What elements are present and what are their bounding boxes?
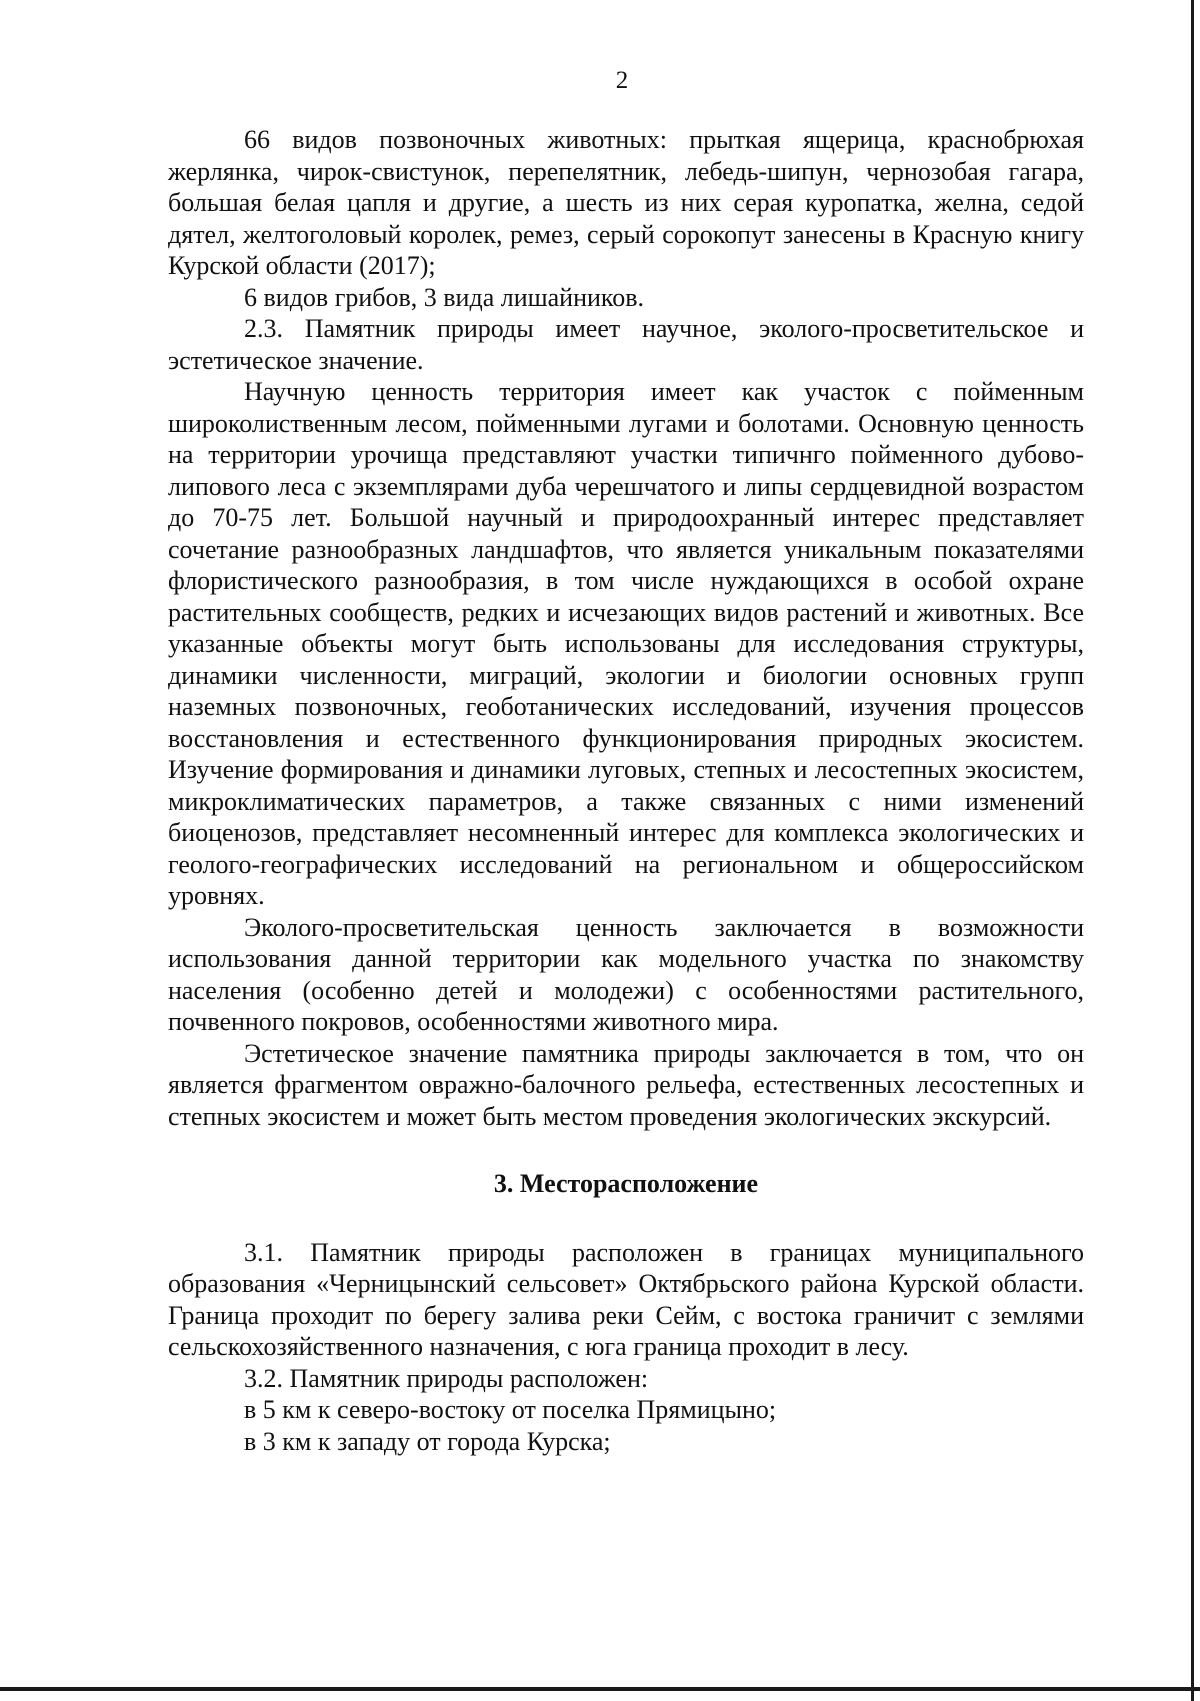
paragraph-educational-value: Эколого-просветительская ценность заключается в возможности использования данной территории как модельного участка по знакомству населения (особенно детей и молодежи) с особенностями растительного, почвенного покровов, особенностями животного мира. [168,912,1084,1036]
paragraph-fungi: 6 видов грибов, 3 вида лишайников. [244,282,645,312]
scan-edge-bottom [0,1687,1200,1691]
scan-edge-right [1191,0,1194,1701]
location-item-kursk: в 3 км к западу от города Курска; [244,1426,611,1456]
paragraph-aesthetic-value: Эстетическое значение памятника природы заключается в том, что он является фрагментом овражно-балочного рельефа, естественных лесостепных и степных экосистем и может быть местом проведения экологических экскурсий. [168,1038,1084,1131]
section-heading-location: 3. Месторасположение [493,1169,759,1198]
body-text [168,124,1084,1457]
paragraph-3-2: 3.2. Памятник природы расположен: [244,1363,649,1393]
location-item-pryamitsyno: в 5 км к северо-востоку от поселка Прямицыно; [244,1395,777,1424]
paragraph-3-1: 3.1. Памятник природы расположен в границах муниципального образования «Черницынский сельсовет» Октябрьского района Курской области. Граница проходит по берегу залива реки Сейм, с востока граничит с землями сельскохозяйственного назначения, с юга граница проходит в лесу. [168,1237,1084,1361]
paragraph-2-3: 2.3. Памятник природы имеет научное, эколого-просветительское и эстетическое значение. [168,314,1084,375]
paragraph-vertebrates: 66 видов позвоночных животных: прыткая ящерица, краснобрюхая жерлянка, чирок-свистунок, перепелятник, лебедь-шипун, чернозобая гагара, большая белая цапля и другие, а шесть из них серая куропатка, желна, седой дятел, желтоголовый королек, ремез, серый сорокопут занесены в Красную книгу Курской области (2017); [168,125,1084,280]
paragraph-scientific-value: Научную ценность территория имеет как участок с пойменным широколиственным лесом, пойменными лугами и болотами. Основную ценность на территории урочища представляют участки типичнго пойменного дубово-липового леса с экземплярами дуба черешчатого и липы сердцевидной возрастом до 70-75 лет. Большой научный и природоохранный интерес представляет сочетание разнообразных ландшафтов, что является уникальным показателями флористического разнообразия, в том числе нуждающихся в особой охране растительных сообществ, редких и исчезающих видов растений и животных. Все указанные объекты могут быть использованы для исследования структуры, динамики численности, миграций, экологии и биологии основных групп наземных позвоночных, геоботанических исследований, изучения процессов восстановления и естественного функционирования природных экосистем. Изучение формирования и динамики луговых, степных и лесостепных экосистем, микроклиматических параметров, а также связанных с ними изменений биоценозов, представляет несомненный интерес для комплекса экологических и геолого-географических исследований на региональном и общероссийском уровнях. [168,377,1084,910]
page-number: 2 [615,67,629,94]
